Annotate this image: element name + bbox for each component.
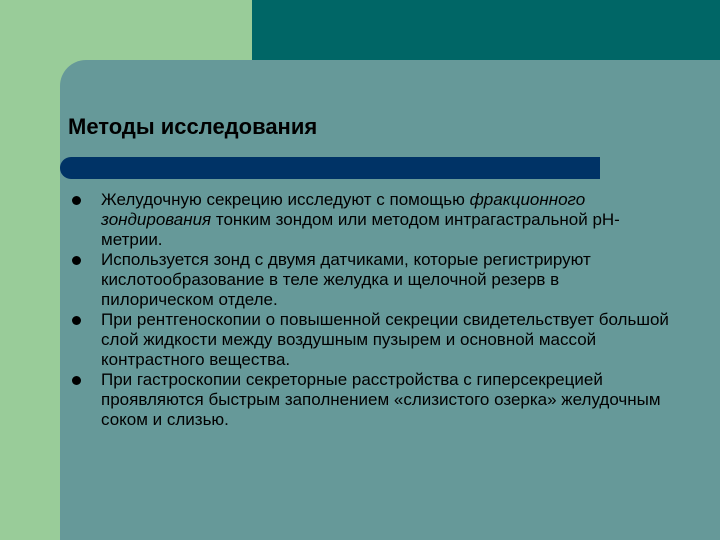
bullet-text: тонким зондом или методом интрагастральной pH-метрии.	[101, 210, 620, 249]
bullet-item	[72, 250, 672, 310]
bullet-list	[72, 190, 672, 430]
bullet-item	[72, 190, 672, 250]
bullet-dot-icon	[72, 196, 81, 205]
bullet-text: При рентгеноскопии о повышенной секреции свидетельствует большой слой жидкости между воздушным пузырем и основной массой контрастного вещества.	[101, 310, 669, 369]
bullet-item	[72, 310, 672, 370]
bullet-item	[72, 370, 672, 430]
title-underline-bar	[60, 157, 600, 179]
bullet-text: При гастроскопии секреторные расстройства с гиперсекрецией проявляются быстрым заполнением «слизистого озерка» желудочным соком и слизью.	[101, 370, 661, 429]
slide-title: Методы исследования	[68, 114, 318, 139]
bullet-dot-icon	[72, 256, 81, 265]
bullet-text: Желудочную секрецию исследуют с помощью	[101, 190, 470, 209]
bullet-italic-term: фракционного зондирования	[101, 190, 586, 229]
bullet-dot-icon	[72, 316, 81, 325]
bullet-text: Используется зонд с двумя датчиками, которые регистрируют кислотообразование в теле желудка и щелочной резерв в пилорическом отделе.	[101, 250, 591, 309]
bullet-dot-icon	[72, 376, 81, 385]
